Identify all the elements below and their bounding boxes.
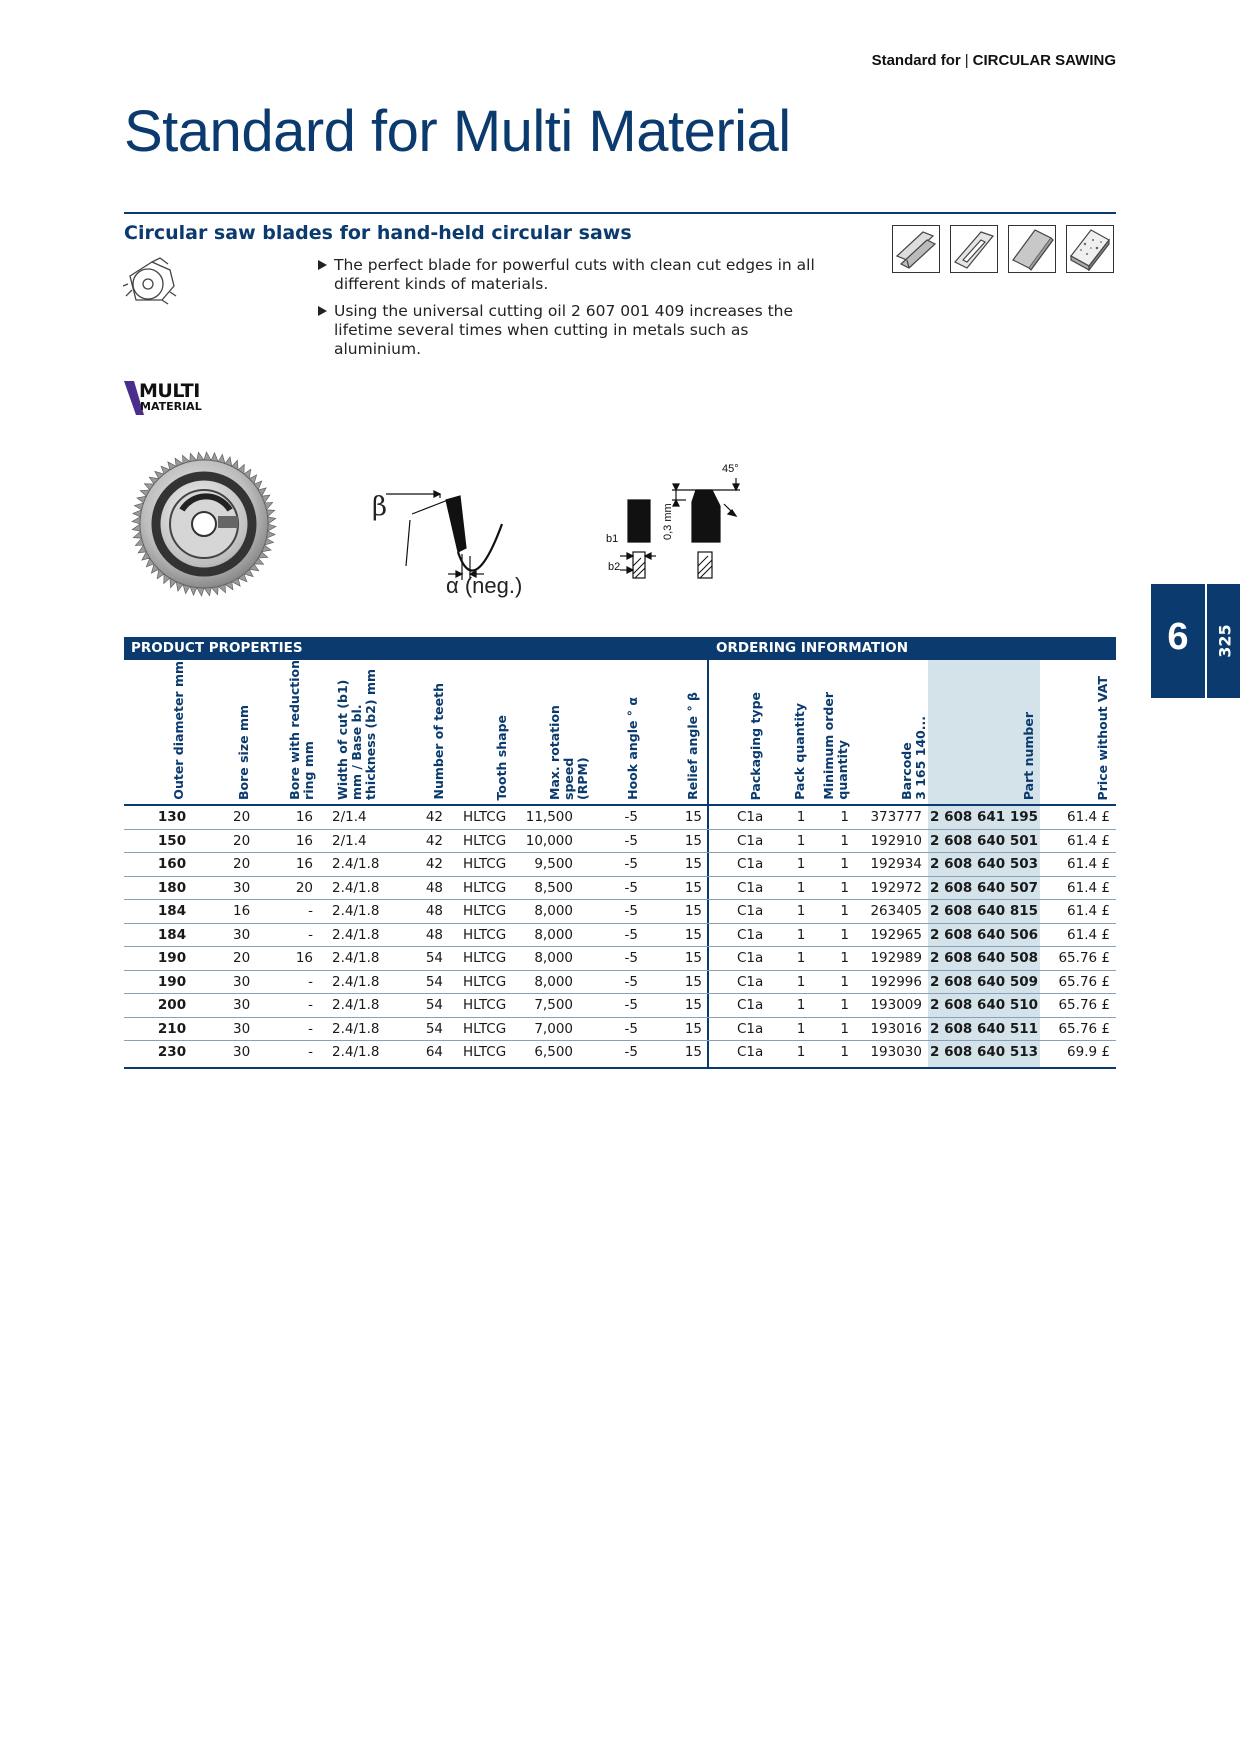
cell-max-rpm: 8,000: [534, 973, 573, 990]
cell-pack-quantity: 1: [796, 950, 806, 966]
cell-tooth-shape: HLTCG: [463, 1044, 507, 1060]
logo-line1: MULTI: [139, 380, 200, 402]
cell-pack-quantity: 1: [796, 1044, 806, 1060]
cell-max-rpm: 8,000: [534, 903, 573, 919]
column-header-label: Price without VAT: [1095, 675, 1110, 800]
column-header-label: Packaging type: [748, 691, 763, 800]
cell-part-number: 2 608 640 503: [929, 856, 1039, 872]
board-material-icon: [1008, 225, 1056, 273]
cell-price: 65.76 £: [1058, 1020, 1110, 1037]
cell-outer-diameter: 160: [157, 856, 187, 872]
cell-hook-angle: -5: [624, 973, 638, 990]
cell-relief-angle: 15: [684, 926, 702, 943]
cell-max-rpm: 7,000: [534, 1020, 573, 1037]
column-header-tooth-shape: [495, 660, 535, 804]
cell-bore-size: 30: [233, 879, 251, 896]
cell-min-order-qty: 1: [840, 832, 849, 849]
circular-saw-icon: [122, 256, 178, 306]
cell-width-of-cut: 2.4/1.8: [332, 856, 380, 872]
cell-outer-diameter: 150: [157, 832, 187, 849]
cell-bore-reduction: 16: [295, 856, 313, 872]
logo-line2: MATERIAL: [140, 400, 202, 413]
cell-packaging-type: C1a: [737, 832, 764, 849]
breadcrumb-section: Standard for: [871, 52, 961, 69]
product-properties-header: PRODUCT PROPERTIES: [124, 637, 707, 660]
cell-barcode: 193016: [870, 1020, 922, 1037]
cell-number-of-teeth: 48: [425, 903, 443, 919]
cell-tooth-shape: HLTCG: [463, 903, 507, 919]
tooth-profile-diagram: [600, 470, 750, 590]
table-row: [124, 900, 1116, 924]
cell-packaging-type: C1a: [737, 856, 764, 872]
cell-packaging-type: C1a: [737, 950, 764, 966]
cell-price: 61.4 £: [1067, 832, 1110, 849]
cell-outer-diameter: 184: [157, 926, 187, 943]
cell-number-of-teeth: 48: [425, 926, 443, 943]
cell-tooth-shape: HLTCG: [463, 856, 507, 872]
cell-tooth-shape: HLTCG: [463, 950, 507, 966]
cell-relief-angle: 15: [684, 903, 702, 919]
cell-outer-diameter: 180: [157, 879, 187, 896]
table-row: [124, 1041, 1116, 1065]
column-header-label: Width of cut (b1) mm / Base bl. thickness (b2) mm: [335, 669, 378, 800]
cell-barcode: 193030: [870, 1044, 922, 1060]
table-row: [124, 806, 1116, 830]
table-bottom-rule: [124, 1067, 1116, 1069]
composite-material-icon: [1066, 225, 1114, 273]
cell-hook-angle: -5: [624, 997, 638, 1013]
cell-bore-size: 30: [233, 997, 251, 1013]
table-row: [124, 853, 1116, 877]
cell-packaging-type: C1a: [737, 926, 764, 943]
cell-outer-diameter: 230: [157, 1044, 187, 1060]
cell-outer-diameter: 190: [157, 973, 187, 990]
ordering-information-header: ORDERING INFORMATION: [709, 637, 1116, 660]
alpha-label: α (neg.): [446, 573, 523, 598]
table-row: [124, 994, 1116, 1018]
cell-min-order-qty: 1: [840, 903, 849, 919]
cell-max-rpm: 6,500: [534, 1044, 573, 1060]
column-header-label: Pack quantity: [792, 703, 807, 800]
cell-max-rpm: 8,000: [534, 926, 573, 943]
cell-width-of-cut: 2.4/1.8: [332, 950, 380, 966]
column-header-packaging-type: [749, 660, 789, 804]
cell-tooth-shape: HLTCG: [463, 997, 507, 1013]
column-header-part-number: [1022, 660, 1062, 804]
cell-price: 69.9 £: [1067, 1044, 1110, 1060]
cell-relief-angle: 15: [684, 950, 702, 966]
cell-number-of-teeth: 48: [425, 879, 443, 896]
cell-part-number: 2 608 640 511: [929, 1020, 1039, 1037]
cell-outer-diameter: 200: [157, 997, 187, 1013]
page-title: Standard for Multi Material: [124, 99, 791, 164]
column-header-label: Max. rotation speed (RPM): [547, 705, 590, 800]
cell-relief-angle: 15: [684, 1020, 702, 1037]
table-row: [124, 947, 1116, 971]
cell-width-of-cut: 2.4/1.8: [332, 1020, 380, 1037]
cell-barcode: 192996: [870, 973, 922, 990]
cell-hook-angle: -5: [624, 950, 638, 966]
table-row: [124, 877, 1116, 901]
cell-bore-size: 16: [233, 903, 251, 919]
cell-pack-quantity: 1: [796, 809, 806, 825]
cell-packaging-type: C1a: [737, 973, 764, 990]
cell-min-order-qty: 1: [840, 1020, 849, 1037]
cell-max-rpm: 9,500: [534, 856, 573, 872]
cell-width-of-cut: 2/1.4: [332, 809, 367, 825]
cell-max-rpm: 11,500: [525, 809, 573, 825]
cell-width-of-cut: 2.4/1.8: [332, 879, 380, 896]
cell-part-number: 2 608 640 510: [929, 997, 1039, 1013]
cell-tooth-shape: HLTCG: [463, 1020, 507, 1037]
cell-relief-angle: 15: [684, 879, 702, 896]
cell-bore-reduction: -: [308, 997, 313, 1013]
beta-label: β: [372, 492, 388, 522]
cell-pack-quantity: 1: [796, 879, 806, 896]
title-rule: [124, 212, 1116, 214]
cell-price: 61.4 £: [1067, 879, 1110, 896]
column-header-label: Outer diameter mm: [171, 661, 186, 800]
cell-bore-reduction: -: [308, 903, 313, 919]
cell-packaging-type: C1a: [737, 997, 764, 1013]
cell-pack-quantity: 1: [796, 973, 806, 990]
cell-hook-angle: -5: [624, 856, 638, 872]
cell-part-number: 2 608 640 513: [929, 1044, 1039, 1060]
cell-barcode: 192934: [870, 856, 922, 872]
cell-min-order-qty: 1: [840, 997, 849, 1013]
cell-outer-diameter: 184: [157, 903, 187, 919]
table-row: [124, 924, 1116, 948]
column-header-hook-angle: [626, 660, 666, 804]
cell-bore-size: 30: [233, 1044, 251, 1060]
cell-bore-reduction: 16: [295, 832, 313, 849]
cell-min-order-qty: 1: [840, 1044, 849, 1060]
cell-number-of-teeth: 64: [425, 1044, 443, 1060]
tab-divider: [1205, 584, 1207, 698]
cell-packaging-type: C1a: [737, 903, 764, 919]
cell-pack-quantity: 1: [796, 903, 806, 919]
chapter-number: 6: [1167, 616, 1189, 658]
breadcrumb-separator: |: [964, 52, 969, 69]
cell-relief-angle: 15: [684, 997, 702, 1013]
cell-min-order-qty: 1: [840, 809, 849, 825]
wood-frame-icon: [950, 225, 998, 273]
cell-pack-quantity: 1: [796, 832, 806, 849]
cell-outer-diameter: 130: [157, 809, 187, 825]
cell-bore-size: 30: [233, 973, 251, 990]
cell-bore-size: 20: [233, 809, 251, 825]
cell-bore-reduction: 20: [295, 879, 313, 896]
column-header-barcode: [900, 660, 940, 804]
cell-bore-reduction: 16: [295, 950, 313, 966]
cell-width-of-cut: 2.4/1.8: [332, 903, 380, 919]
cell-outer-diameter: 210: [157, 1020, 187, 1037]
cell-relief-angle: 15: [684, 809, 702, 825]
cell-tooth-shape: HLTCG: [463, 809, 507, 825]
cell-bore-reduction: -: [308, 1044, 313, 1060]
cell-number-of-teeth: 54: [425, 1020, 443, 1037]
cell-width-of-cut: 2.4/1.8: [332, 1044, 380, 1060]
feature-item: The perfect blade for powerful cuts with clean cut edges in all different kinds of materials.: [318, 256, 818, 294]
cell-number-of-teeth: 54: [425, 950, 443, 966]
cell-number-of-teeth: 42: [425, 809, 443, 825]
cell-bore-reduction: -: [308, 1020, 313, 1037]
column-header-min-order-qty: [822, 660, 862, 804]
cell-min-order-qty: 1: [840, 926, 849, 943]
table-row: [124, 830, 1116, 854]
cell-part-number: 2 608 640 506: [929, 926, 1039, 943]
cell-bore-reduction: 16: [295, 809, 313, 825]
cell-packaging-type: C1a: [737, 1044, 764, 1060]
cell-hook-angle: -5: [624, 809, 638, 825]
cell-relief-angle: 15: [684, 832, 702, 849]
cell-hook-angle: -5: [624, 1020, 638, 1037]
cell-barcode: 192965: [870, 926, 922, 943]
breadcrumb: [872, 52, 1116, 69]
cell-bore-size: 30: [233, 1020, 251, 1037]
cell-pack-quantity: 1: [796, 1020, 806, 1037]
cell-part-number: 2 608 640 508: [929, 950, 1039, 966]
feature-item: Using the universal cutting oil 2 607 001 409 increases the lifetime several times when cutting in metals such as aluminium.: [318, 302, 818, 359]
gap-label: 0,3 mm: [662, 503, 674, 540]
cell-barcode: 373777: [870, 809, 922, 825]
column-header-relief-angle: [686, 660, 726, 804]
cell-tooth-shape: HLTCG: [463, 926, 507, 943]
cell-hook-angle: -5: [624, 926, 638, 943]
column-header-bore-reduction: [288, 660, 328, 804]
cell-relief-angle: 15: [684, 1044, 702, 1060]
column-header-outer-diameter: [172, 660, 212, 804]
column-header-label: Hook angle ° α: [625, 697, 640, 800]
column-header-label: Number of teeth: [431, 683, 446, 800]
cell-price: 65.76 £: [1058, 997, 1110, 1013]
cell-barcode: 263405: [870, 903, 922, 919]
cell-width-of-cut: 2/1.4: [332, 832, 367, 849]
chapter-tab: [1151, 584, 1240, 698]
column-header-label: Relief angle ° β: [685, 692, 700, 800]
cell-max-rpm: 8,500: [534, 879, 573, 896]
cell-packaging-type: C1a: [737, 879, 764, 896]
cell-pack-quantity: 1: [796, 997, 806, 1013]
cell-min-order-qty: 1: [840, 856, 849, 872]
cell-width-of-cut: 2.4/1.8: [332, 926, 380, 943]
cell-pack-quantity: 1: [796, 856, 806, 872]
table-row: [124, 1018, 1116, 1042]
cell-number-of-teeth: 42: [425, 832, 443, 849]
cell-part-number: 2 608 641 195: [929, 809, 1039, 825]
cell-packaging-type: C1a: [737, 1020, 764, 1037]
cell-barcode: 192989: [870, 950, 922, 966]
cell-bore-reduction: -: [308, 973, 313, 990]
breadcrumb-category: CIRCULAR SAWING: [972, 52, 1116, 69]
column-header-max-rpm: [548, 660, 588, 804]
cell-tooth-shape: HLTCG: [463, 879, 507, 896]
aluminium-profile-icon: [892, 225, 940, 273]
cell-min-order-qty: 1: [840, 973, 849, 990]
cell-number-of-teeth: 54: [425, 997, 443, 1013]
cell-bore-size: 20: [233, 832, 251, 849]
b1-label: b1: [606, 533, 619, 545]
column-header-label: Bore size mm: [236, 705, 251, 800]
column-header-label: Tooth shape: [494, 714, 509, 800]
cell-max-rpm: 7,500: [534, 997, 573, 1013]
cell-hook-angle: -5: [624, 903, 638, 919]
cell-max-rpm: 8,000: [534, 950, 573, 966]
cell-number-of-teeth: 42: [425, 856, 443, 872]
column-header-price: [1096, 660, 1136, 804]
cell-max-rpm: 10,000: [525, 832, 573, 849]
column-header-label: Minimum order quantity: [821, 692, 850, 800]
cell-packaging-type: C1a: [737, 809, 764, 825]
cell-pack-quantity: 1: [796, 926, 806, 943]
column-header-label: Bore with reduction ring mm: [287, 660, 316, 800]
cell-outer-diameter: 190: [157, 950, 187, 966]
cell-bore-size: 30: [233, 926, 251, 943]
cell-number-of-teeth: 54: [425, 973, 443, 990]
cell-width-of-cut: 2.4/1.8: [332, 997, 380, 1013]
cell-barcode: 192972: [870, 879, 922, 896]
cell-relief-angle: 15: [684, 973, 702, 990]
cell-min-order-qty: 1: [840, 950, 849, 966]
table-row: [124, 971, 1116, 995]
page-number: 325: [1215, 624, 1234, 658]
cell-bore-size: 20: [233, 950, 251, 966]
cell-tooth-shape: HLTCG: [463, 973, 507, 990]
saw-blade-image: [130, 440, 278, 608]
cell-barcode: 192910: [870, 832, 922, 849]
feature-list: [318, 256, 818, 367]
cell-hook-angle: -5: [624, 1044, 638, 1060]
multi-material-logo: [124, 381, 224, 415]
column-header-label: Barcode 3 165 140...: [899, 716, 928, 800]
cell-price: 65.76 £: [1058, 950, 1110, 966]
page-number-box: [1209, 584, 1240, 698]
cell-width-of-cut: 2.4/1.8: [332, 973, 380, 990]
cell-relief-angle: 15: [684, 856, 702, 872]
column-header-number-of-teeth: [432, 660, 472, 804]
column-header-width-of-cut: [336, 660, 376, 804]
cell-price: 65.76 £: [1058, 973, 1110, 990]
b2-label: b2: [608, 561, 621, 573]
section-subtitle: Circular saw blades for hand-held circular saws: [124, 222, 632, 244]
cell-bore-size: 20: [233, 856, 251, 872]
cell-price: 61.4 £: [1067, 903, 1110, 919]
cell-barcode: 193009: [870, 997, 922, 1013]
angle-label: 45°: [722, 463, 739, 475]
cell-price: 61.4 £: [1067, 856, 1110, 872]
cell-price: 61.4 £: [1067, 809, 1110, 825]
cell-part-number: 2 608 640 815: [929, 903, 1039, 919]
cell-hook-angle: -5: [624, 879, 638, 896]
cell-part-number: 2 608 640 501: [929, 832, 1039, 849]
cell-bore-reduction: -: [308, 926, 313, 943]
column-header-label: Part number: [1021, 711, 1036, 800]
cell-tooth-shape: HLTCG: [463, 832, 507, 849]
cell-part-number: 2 608 640 507: [929, 879, 1039, 896]
cell-part-number: 2 608 640 509: [929, 973, 1039, 990]
cell-hook-angle: -5: [624, 832, 638, 849]
cell-min-order-qty: 1: [840, 879, 849, 896]
cell-price: 61.4 £: [1067, 926, 1110, 943]
column-header-bore-size: [237, 660, 277, 804]
